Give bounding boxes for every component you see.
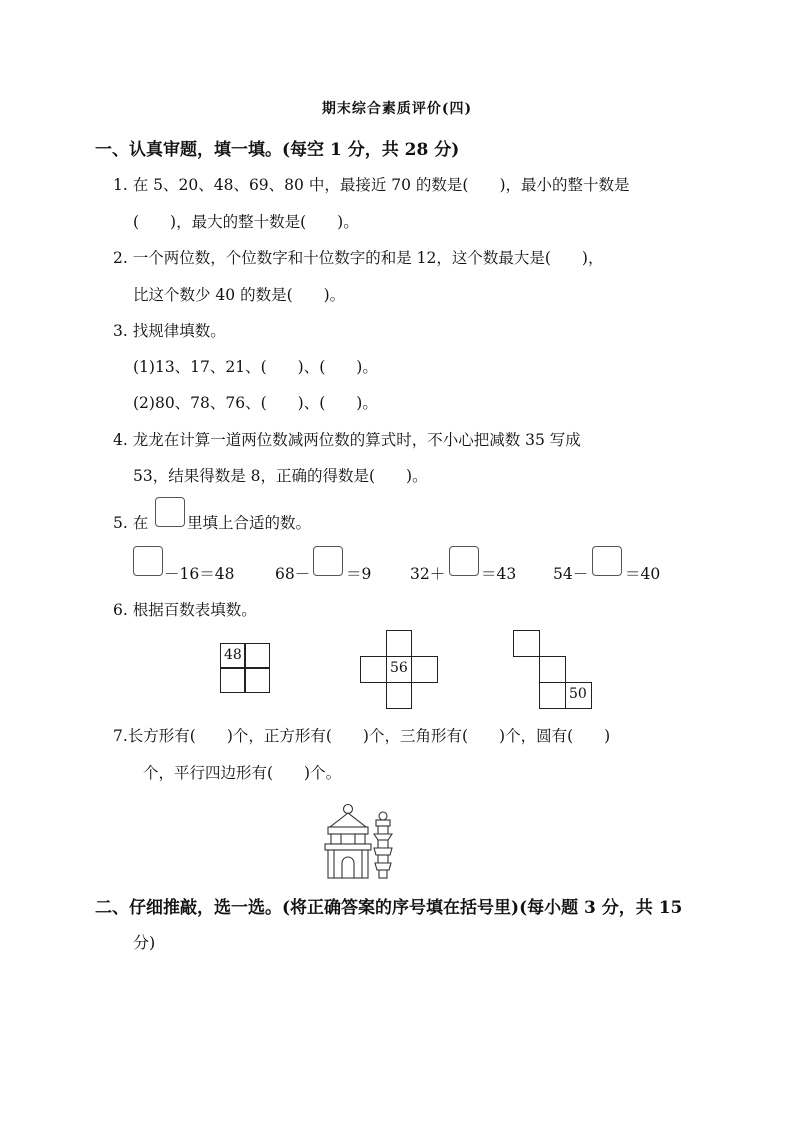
page-title: 期末综合素质评价(四)	[321, 101, 473, 117]
answer-box-2[interactable]	[313, 546, 343, 576]
answer-box-3[interactable]	[449, 546, 479, 576]
equation-3-right: ＝43	[481, 565, 517, 583]
grid-1-cell-blank[interactable]	[220, 668, 245, 693]
equation-2-right: ＝9	[346, 565, 372, 583]
question-3-line-2: (1)13、17、21、( )、( )。	[133, 358, 378, 376]
building-blocks-figure	[320, 803, 410, 881]
equation-1: －16＝48	[164, 565, 235, 583]
grid-1-cell-blank[interactable]	[245, 643, 270, 668]
grid-2-cell-blank[interactable]	[386, 630, 412, 657]
question-3-line-1: 3. 找规律填数。	[113, 322, 226, 340]
grid-2-cell-blank[interactable]	[360, 656, 387, 683]
question-5-post: 里填上合适的数。	[187, 514, 312, 532]
question-4-line-2: 53，结果得数是 8，正确的得数是( )。	[133, 467, 428, 485]
answer-box-4[interactable]	[592, 546, 622, 576]
equation-3-left: 32＋	[410, 565, 446, 583]
equation-2-left: 68－	[275, 565, 311, 583]
question-5-pre: 5. 在	[113, 514, 149, 532]
question-4-line-1: 4. 龙龙在计算一道两位数减两位数的算式时，不小心把减数 35 写成	[113, 431, 581, 449]
question-1-line-1: 1. 在 5、20、48、69、80 中，最接近 70 的数是( )，最小的整十数是	[113, 176, 630, 194]
equation-4-left: 54－	[553, 565, 589, 583]
question-3-line-3: (2)80、78、76、( )、( )。	[133, 394, 378, 412]
equation-4-right: ＝40	[625, 565, 661, 583]
section-1-heading: 一、认真审题，填一填。(每空 1 分，共 28 分)	[95, 140, 460, 160]
question-2-line-2: 比这个数少 40 的数是( )。	[133, 286, 346, 304]
grid-2-cell-56: 56	[386, 656, 412, 683]
grid-3-cell-50: 50	[565, 682, 592, 709]
question-6-line-1: 6. 根据百数表填数。	[113, 601, 257, 619]
answer-box-example	[155, 497, 185, 527]
grid-2-cell-blank[interactable]	[386, 682, 412, 709]
grid-1-cell-blank[interactable]	[245, 668, 270, 693]
grid-3-cell-blank[interactable]	[539, 656, 566, 683]
question-1-line-2: ( )，最大的整十数是( )。	[133, 213, 359, 231]
grid-3-cell-blank[interactable]	[513, 630, 540, 657]
section-2-heading-line-2: 分)	[133, 933, 156, 952]
answer-box-1[interactable]	[133, 546, 163, 576]
section-2-heading-line-1: 二、仔细推敲，选一选。(将正确答案的序号填在括号里)(每小题 3 分，共 15	[95, 898, 683, 918]
grid-2-cell-blank[interactable]	[411, 656, 438, 683]
question-7-line-2: 个，平行四边形有( )个。	[143, 764, 342, 782]
grid-1-cell-48: 48	[220, 643, 245, 668]
question-7-line-1: 7.长方形有( )个，正方形有( )个，三角形有( )个，圆有( )	[113, 727, 611, 745]
question-2-line-1: 2. 一个两位数，个位数字和十位数字的和是 12，这个数最大是( )，	[113, 249, 604, 267]
grid-3-cell-blank[interactable]	[539, 682, 566, 709]
